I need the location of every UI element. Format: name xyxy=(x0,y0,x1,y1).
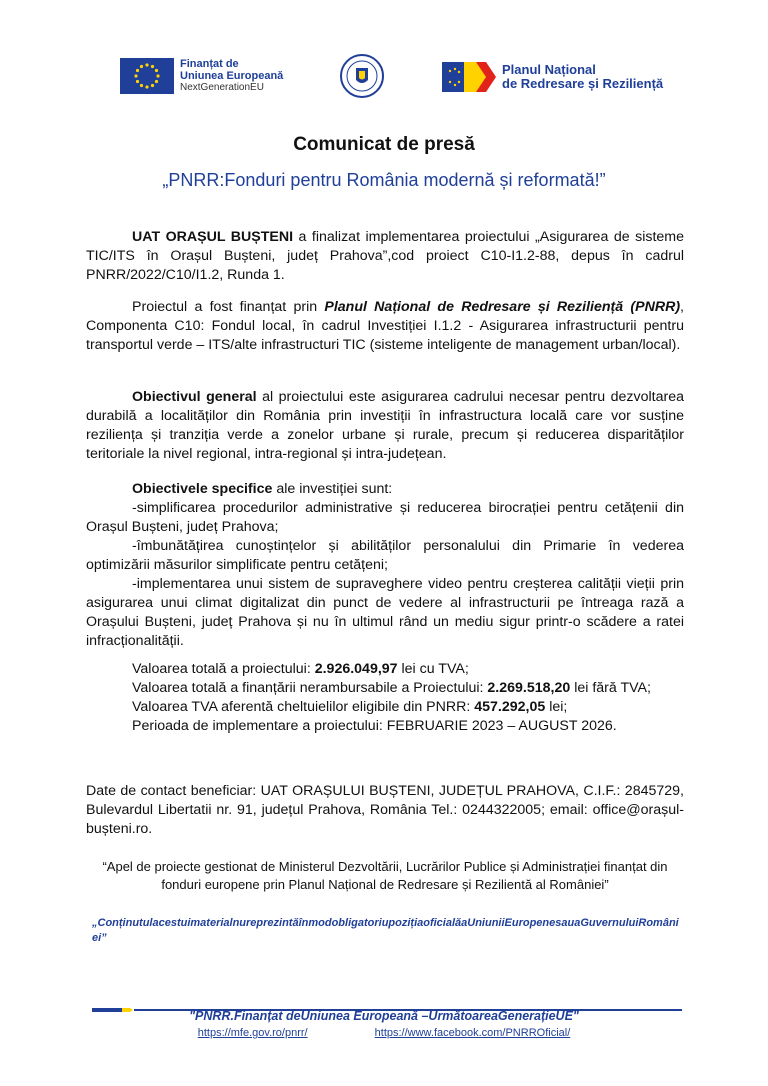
general-objective-text: al proiectului este asigurarea cadrului necesar pentru dezvoltarea durabilă a localităților din România prin investiții în infrastructura locală care vor susține reziliența și tranziția verde a zonelor urbane și rurale, precum și reducerea disparităților teritoriale la nivel regional, intra-regional și intra-județean. xyxy=(86,389,684,462)
total-value-line xyxy=(86,660,684,679)
pnrr-line1: Planul Național xyxy=(502,62,596,77)
total-value-suffix: lei cu TVA; xyxy=(397,661,469,677)
beneficiary-name: UAT ORAȘUL BUȘTENI xyxy=(132,229,294,245)
total-value-label: Valoarea totală a proiectului: xyxy=(132,661,315,677)
vat-value: 457.292,05 xyxy=(474,699,546,715)
nonrefundable-label: Valoarea totală a finanțării nerambursabile a Proiectului: xyxy=(132,680,488,696)
vat-value-line xyxy=(86,698,684,717)
page-subtitle: „PNRR:Fonduri pentru România modernă și reformată!” xyxy=(162,170,606,190)
objective-item: -implementarea unui sistem de supraveghere video pentru creșterea calității vieții prin asigurarea unui climat digitalizat din punct de vedere al infrastructurii pe întreaga rază a Orașului Bușteni, județ Prahova și nu în ultimul rând un mediu sigur printr-o scădere a ratei infracționalității. xyxy=(86,576,684,649)
financing-text2: , Componenta C10: Fondul local, în cadrul Investiției I.1.2 - Asigurarea infrastructurii pentru transportul verde – ITS/alte infrastructuri TIC (sisteme inteligente de management urban/local). xyxy=(86,299,684,353)
eu-line1: Finanțat de xyxy=(180,58,239,70)
financing-text1: Proiectul a fost finanțat prin xyxy=(132,299,325,315)
paragraph-financing xyxy=(86,298,684,355)
pnrr-arrow-icon xyxy=(442,60,496,94)
intro-text: a finalizat implementarea proiectului „Asigurarea de sisteme TIC/ITS în Orașul Bușteni, județ Prahova”,cod proiect C10-I1.2-88, depus în cadrul PNRR/2022/C10/I1.2, Runda 1. xyxy=(86,229,684,283)
nonrefundable-value: 2.269.518,20 xyxy=(487,680,571,696)
header-logos xyxy=(0,52,768,108)
objective-item: -simplificarea procedurilor administrative și reducerea birocrației pentru cetățenii din Orașul Bușteni, județ Prahova; xyxy=(86,500,684,535)
vat-label: Valoarea TVA aferentă cheltuielilor eligibile din PNRR: xyxy=(132,699,475,715)
nonrefundable-value-line xyxy=(86,679,684,698)
objective-item: -îmbunătățirea cunoștințelor și abilităților personalului din Primarie în vederea optimizării măsurilor simplificate pentru cetățeni; xyxy=(86,538,684,573)
general-objective-label: Obiectivul general xyxy=(132,389,257,405)
eu-line3: NextGenerationEU xyxy=(180,82,264,93)
paragraph-intro xyxy=(86,228,684,285)
project-values xyxy=(86,660,684,736)
footer-links xyxy=(0,1027,768,1039)
page-title: Comunicat de presă xyxy=(293,134,475,155)
eu-funding-logo xyxy=(120,58,283,94)
eu-line2: Uniunea Europeană xyxy=(180,70,284,82)
paragraph-specific-objectives xyxy=(86,480,684,651)
nonrefundable-suffix: lei fără TVA; xyxy=(570,680,651,696)
footer-divider xyxy=(92,1000,682,1006)
pnrr-line2: de Redresare și Reziliență xyxy=(502,76,664,91)
implementation-period: Perioada de implementare a proiectului: FEBRUARIE 2023 – AUGUST 2026. xyxy=(132,718,617,734)
vat-suffix: lei; xyxy=(545,699,568,715)
disclaimer: „ConținutulacestuimaterialnureprezintăînmodobligatoriupozițiaoficialăaUniuniiEuropenesauaGuvernuluiRomâniei” xyxy=(92,917,679,944)
financing-program: Planul Național de Redresare și Reziliență (PNRR) xyxy=(324,299,681,315)
contact-details: Date de contact beneficiar: UAT ORAȘULUI BUȘTENI, JUDEȚUL PRAHOVA, C.I.F.: 2845729, Bulevardul Libertatii nr. 91, județul Prahova, România Tel.: 0244322005; email: office@orașul-bușteni.ro. xyxy=(86,783,684,837)
paragraph-general-objective xyxy=(86,388,684,464)
eu-flag-icon xyxy=(120,58,174,94)
specific-objectives-text: ale investiției sunt: xyxy=(272,481,393,497)
footer-title: "PNRR.Finanțat deUniunea Europeană –UrmătoareaGenerațieUE" xyxy=(189,1009,579,1023)
pnrr-logo xyxy=(442,60,663,94)
link-mfe-pnrr[interactable]: https://mfe.gov.ro/pnrr/ xyxy=(197,1027,308,1039)
total-value: 2.926.049,97 xyxy=(314,661,398,677)
link-facebook-pnrr[interactable]: https://www.facebook.com/PNRROficial/ xyxy=(374,1027,571,1039)
specific-objectives-label: Obiectivele specifice xyxy=(132,481,273,497)
call-statement: “Apel de proiecte gestionat de Ministerul Dezvoltării, Lucrărilor Publice și Administrației finanțat din fonduri europene prin Planul Național de Redresare și Rezilientă al României” xyxy=(102,859,668,892)
government-seal-icon xyxy=(340,54,384,98)
